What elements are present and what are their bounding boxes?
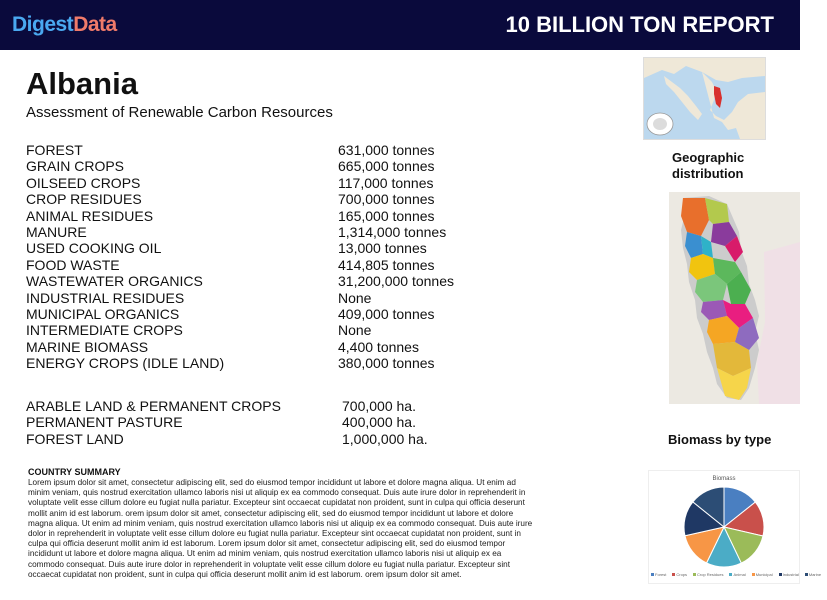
legend-item (752, 572, 776, 577)
row-value: 414,805 tonnes (338, 256, 435, 273)
row-label: ARABLE LAND & PERMANENT CROPS (26, 398, 281, 414)
resource-table (26, 142, 454, 371)
country-title: Albania (26, 66, 138, 101)
legend-item (672, 572, 690, 577)
row-value: 409,000 tonnes (338, 305, 435, 322)
brand-logo[interactable] (12, 13, 117, 37)
geo-distribution-label: Geographic distribution (672, 150, 745, 181)
row-value: 700,000 tonnes (338, 191, 435, 208)
legend-item (729, 572, 748, 577)
biomass-pie-chart (648, 470, 822, 584)
row-value: None (338, 289, 372, 306)
pie-legend (651, 572, 822, 577)
summary-title: COUNTRY SUMMARY (28, 467, 121, 477)
resource-row (26, 208, 454, 224)
row-value: 31,200,000 tonnes (338, 273, 454, 290)
row-label: INTERMEDIATE CROPS (26, 322, 183, 339)
row-value: 1,000,000 ha. (342, 430, 428, 447)
row-label: FOREST LAND (26, 430, 124, 447)
row-value: 4,400 tonnes (338, 338, 419, 355)
resource-row (26, 142, 454, 158)
row-label: GRAIN CROPS (26, 158, 125, 175)
resource-row (26, 191, 454, 207)
row-label: INDUSTRIAL RESIDUES (26, 289, 185, 306)
brand-digest: Digest (12, 13, 74, 36)
resource-row (26, 355, 454, 371)
resource-row (26, 175, 454, 191)
legend-item (779, 572, 802, 577)
row-label: MANURE (26, 223, 87, 240)
legend-label: Forest (655, 572, 667, 577)
row-label: USED COOKING OIL (26, 240, 162, 257)
resource-row (26, 158, 454, 174)
row-label: FOREST (26, 142, 83, 158)
row-label: CROP RESIDUES (26, 191, 142, 208)
legend-item (651, 572, 669, 577)
row-label: FOOD WASTE (26, 256, 120, 273)
row-label: MARINE BIOMASS (26, 338, 149, 355)
resource-row (26, 290, 454, 306)
row-value: 1,314,000 tonnes (338, 223, 447, 240)
resource-row (26, 257, 454, 273)
row-value: None (338, 322, 372, 339)
legend-swatch (693, 573, 696, 576)
land-table (26, 398, 428, 447)
pie-title: Biomass (712, 476, 736, 482)
land-row (26, 398, 428, 414)
biomass-label: Biomass by type (668, 432, 772, 447)
row-value: 13,000 tonnes (338, 240, 427, 257)
resource-row (26, 322, 454, 338)
resource-row (26, 240, 454, 256)
resource-row (26, 273, 454, 289)
legend-label: Crops (676, 572, 688, 577)
row-label: PERMANENT PASTURE (26, 414, 183, 431)
location-map (643, 57, 766, 140)
row-value: 700,000 ha. (342, 398, 416, 414)
country-subtitle: Assessment of Renewable Carbon Resources (26, 104, 333, 121)
row-value: 400,000 ha. (342, 414, 416, 431)
legend-swatch (779, 573, 782, 576)
row-label: MUNICIPAL ORGANICS (26, 305, 180, 322)
report-title: 10 BILLION TON REPORT (505, 12, 774, 37)
legend-swatch (651, 573, 654, 576)
pie-svg (649, 471, 799, 571)
summary-body: Lorem ipsum dolor sit amet, consectetur adipiscing elit, sed do eiusmod tempor incididunt ut labore et dolore magna aliqua. Ut enim ad minim veniam, quis nostrud exercitation ullamco laboris nisi ut aliquip ex ea commodo consequat. Duis aute irure dolor in reprehenderit in voluptate velit esse cillum dolore eu fugiat nulla pariatur. Excepteur sint occaecat cupidatat non proident, sunt in culpa qui officia deserunt mollit anim id est laborum. orem ipsum dolor sit amet, consectetur adipiscing elit, sed do eiusmod tempor incididunt ut labore et dolore magna aliqua. Ut enim ad minim veniam, quis nostrud exercitation ullamco laboris nisi ut aliquip ex ea commodo consequat. Duis aute irure dolor in reprehenderit in voluptate velit esse cillum dolore eu fugiat nulla pariatur. Excepteur sint occaecat cupidatat non proident, sunt in culpa qui officia deserunt mollit anim id est laborum. Lorem ipsum dolor sit amet, consectetur adipiscing elit, sed do eiusmod tempor incididunt ut labore et dolore magna aliqua. Ut enim ad minim veniam, quis nostrud exercitation ullamco laboris nisi ut aliquip ex ea commodo consequat. Duis aute irure dolor in reprehenderit in voluptate velit esse cillum dolore eu fugiat nulla pariatur. Excepteur sint occaecat cupidatat non proident, sunt in culpa qui officia deserunt mollit anim id est laborum. orem ipsum dolor sit amet. (28, 478, 533, 579)
row-label: OILSEED CROPS (26, 174, 141, 191)
resource-row (26, 306, 454, 322)
legend-item (805, 572, 824, 577)
legend-label: Marine (808, 572, 822, 577)
land-row (26, 414, 428, 430)
resource-row (26, 339, 454, 355)
legend-label: Crop Residues (697, 572, 724, 577)
row-value: 165,000 tonnes (338, 207, 435, 224)
legend-swatch (752, 573, 755, 576)
land-row (26, 431, 428, 447)
row-label: ENERGY CROPS (IDLE LAND) (26, 355, 225, 372)
legend-label: Animal (733, 572, 746, 577)
row-value: 117,000 tonnes (338, 174, 434, 191)
header-bar (0, 0, 800, 50)
row-label: WASTEWATER ORGANICS (26, 273, 203, 290)
legend-swatch (805, 573, 808, 576)
row-label: ANIMAL RESIDUES (26, 207, 154, 224)
legend-item (693, 572, 726, 577)
regional-map (669, 192, 800, 404)
resource-row (26, 224, 454, 240)
legend-label: Municipal (755, 572, 773, 577)
row-value: 631,000 tonnes (338, 142, 435, 158)
legend-swatch (672, 573, 675, 576)
brand-data: Data (73, 13, 117, 36)
row-value: 665,000 tonnes (338, 158, 435, 175)
legend-label: Industrial (782, 572, 799, 577)
row-value: 380,000 tonnes (338, 355, 435, 372)
